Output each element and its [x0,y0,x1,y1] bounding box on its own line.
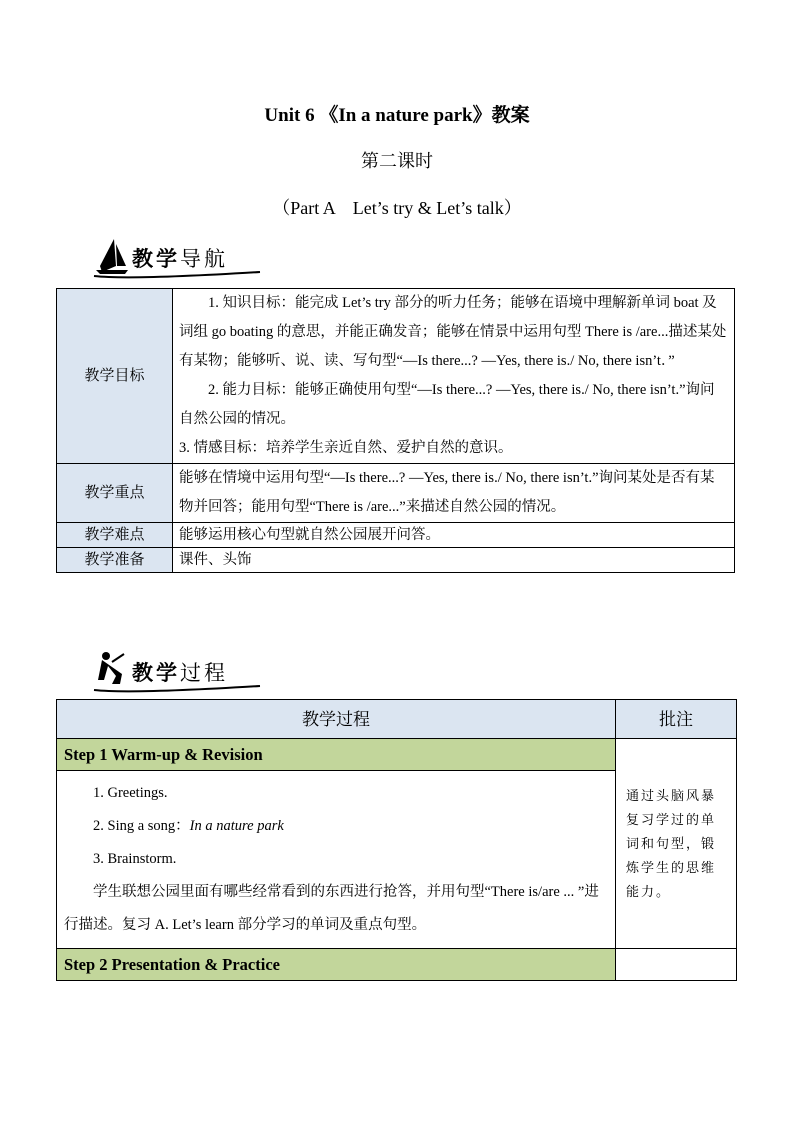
process-table [56,699,737,981]
preparation-label: 教学准备 [57,548,173,573]
goals-cell [173,289,735,464]
difficult-points-label: 教学难点 [57,523,173,548]
lesson-subtitle: 第二课时 [361,151,433,171]
key-points-label: 教学重点 [57,464,173,523]
lesson-info-table [56,288,735,573]
step2-note [616,949,737,981]
preparation-text: 课件、头饰 [173,548,735,573]
song-prefix: 2. Sing a song： [93,818,190,834]
section-guide-thin: 导航 [180,247,228,271]
step1-title: Step 1 Warm-up & Revision [57,739,616,771]
step1-paragraph: 学生联想公园里面有哪些经常看到的东西进行抢答，并用句型“There is/are ... ”进行描述。复习 A. Let’s learn 部分学习的单词及重点句型。 [64,884,599,933]
section-process-thin: 过程 [180,661,228,685]
step1-line-greetings: 1. Greetings. [93,785,168,801]
step1-body [57,771,616,949]
col-process-header: 教学过程 [57,700,616,739]
table-row [57,739,737,771]
goals-emotion: 3. 情感目标：培养学生亲近自然、爱护自然的意识。 [179,440,513,456]
table-row [57,289,735,464]
step1-line-brainstorm: 3. Brainstorm. [93,851,177,867]
table-row [57,949,737,981]
key-points-text: 能够在情境中运用句型“—Is there...? —Yes, there is./ No, there isn’t.”询问某处是否有某物并回答；能用句型“There is /are...”来描述自然公园的情况。 [173,464,735,523]
table-row [57,523,735,548]
goals-knowledge: 1. 知识目标：能完成 Let’s try 部分的听力任务；能够在语境中理解新单词 boat 及词组 go boating 的意思，并能正确发音；能够在情景中运用句型 There is /are...描述某处有某物；能够听、说、读、写句型“—Is there...? —Yes, there is./ No, there isn’t．” [179,295,727,369]
song-title: In a nature park [189,818,284,834]
goals-label: 教学目标 [57,289,173,464]
document-title: Unit 6 《In a nature park》教案 [264,105,530,126]
section-heading-guide [92,236,262,276]
step1-note: 通过头脑风暴复习学过的单词和句型，锻炼学生的思维能力。 [616,739,737,949]
difficult-points-text: 能够运用核心句型就自然公园展开问答。 [173,523,735,548]
table-header-row [57,700,737,739]
table-row [57,548,735,573]
table-row [57,464,735,523]
lesson-part: （Part A Let’s try & Let’s talk） [272,198,522,218]
step2-title: Step 2 Presentation & Practice [57,949,616,981]
step1-line-song [64,810,608,843]
section-heading-process [92,650,262,690]
section-guide-bold: 教学 [132,247,180,271]
col-notes-header: 批注 [616,700,737,739]
section-process-bold: 教学 [132,661,180,685]
goals-ability: 2. 能力目标：能够正确使用句型“—Is there...? —Yes, there is./ No, there isn’t.”询问自然公园的情况。 [179,382,715,427]
